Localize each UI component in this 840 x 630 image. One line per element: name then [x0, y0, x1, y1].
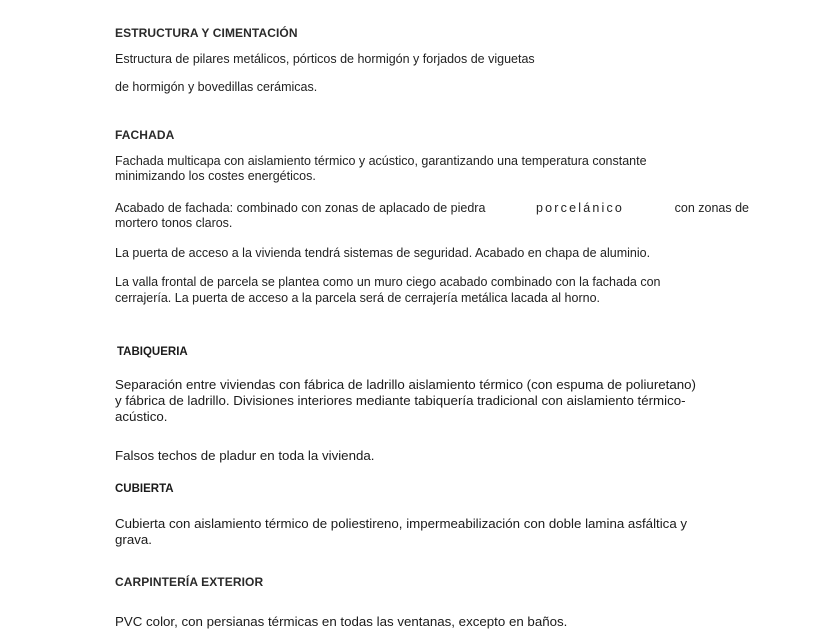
fachada-p1-line-1: Fachada multicapa con aislamiento térmico y acústico, garantizando una temperatura constante [115, 154, 647, 168]
cubierta-p1-line-1: Cubierta con aislamiento térmico de poliestireno, impermeabilización con doble lamina asfáltica y [115, 516, 688, 531]
estructura-text-line-1: Estructura de pilares metálicos, pórticos de hormigón y forjados de viguetas [115, 52, 535, 66]
section-heading-fachada: FACHADA [115, 128, 175, 142]
fachada-p4-line-1 [115, 275, 755, 290]
fachada-p2-text-b: con zonas de [674, 201, 749, 215]
fachada-p3: La puerta de acceso a la vivienda tendrá sistemas de seguridad. Acabado en chapa de aluminio. [115, 246, 651, 260]
fachada-p4-line-1-text: La valla frontal de parcela se plantea como un muro ciego acabado combinado con la fachada con [115, 275, 661, 289]
cubierta-p1-line-2: grava. [115, 532, 152, 547]
carpinteria-p1: PVC color, con persianas térmicas en todas las ventanas, excepto en baños. [115, 614, 568, 629]
estructura-text-line-2: de hormigón y bovedillas cerámicas. [115, 80, 318, 94]
fachada-p2-line-1 [115, 201, 749, 216]
tabiqueria-p1-line-2: y fábrica de ladrillo. Divisiones interiores mediante tabiquería tradicional con aislamiento térmico- [115, 393, 686, 408]
section-heading-estructura: ESTRUCTURA Y CIMENTACIÓN [115, 26, 298, 40]
fachada-p2-text-a: Acabado de fachada: combinado con zonas de aplacado de piedra [115, 201, 486, 215]
fachada-p4-line-2: cerrajería. La puerta de acceso a la parcela será de cerrajería metálica lacada al horno. [115, 291, 600, 305]
section-heading-carpinteria: CARPINTERÍA EXTERIOR [115, 575, 264, 589]
section-heading-cubierta: CUBIERTA [115, 483, 174, 495]
fachada-p2-spaced-word: porcelánico [535, 201, 625, 215]
tabiqueria-p1-line-3: acústico. [115, 409, 168, 424]
tabiqueria-p1-line-1: Separación entre viviendas con fábrica de ladrillo aislamiento térmico (con espuma de poliuretano) [115, 377, 696, 392]
fachada-p2-line-2: mortero tonos claros. [115, 216, 233, 230]
fachada-p1-line-2: minimizando los costes energéticos. [115, 169, 316, 183]
section-heading-tabiqueria: TABIQUERIA [117, 346, 188, 358]
tabiqueria-p2: Falsos techos de pladur en toda la vivienda. [115, 448, 375, 463]
